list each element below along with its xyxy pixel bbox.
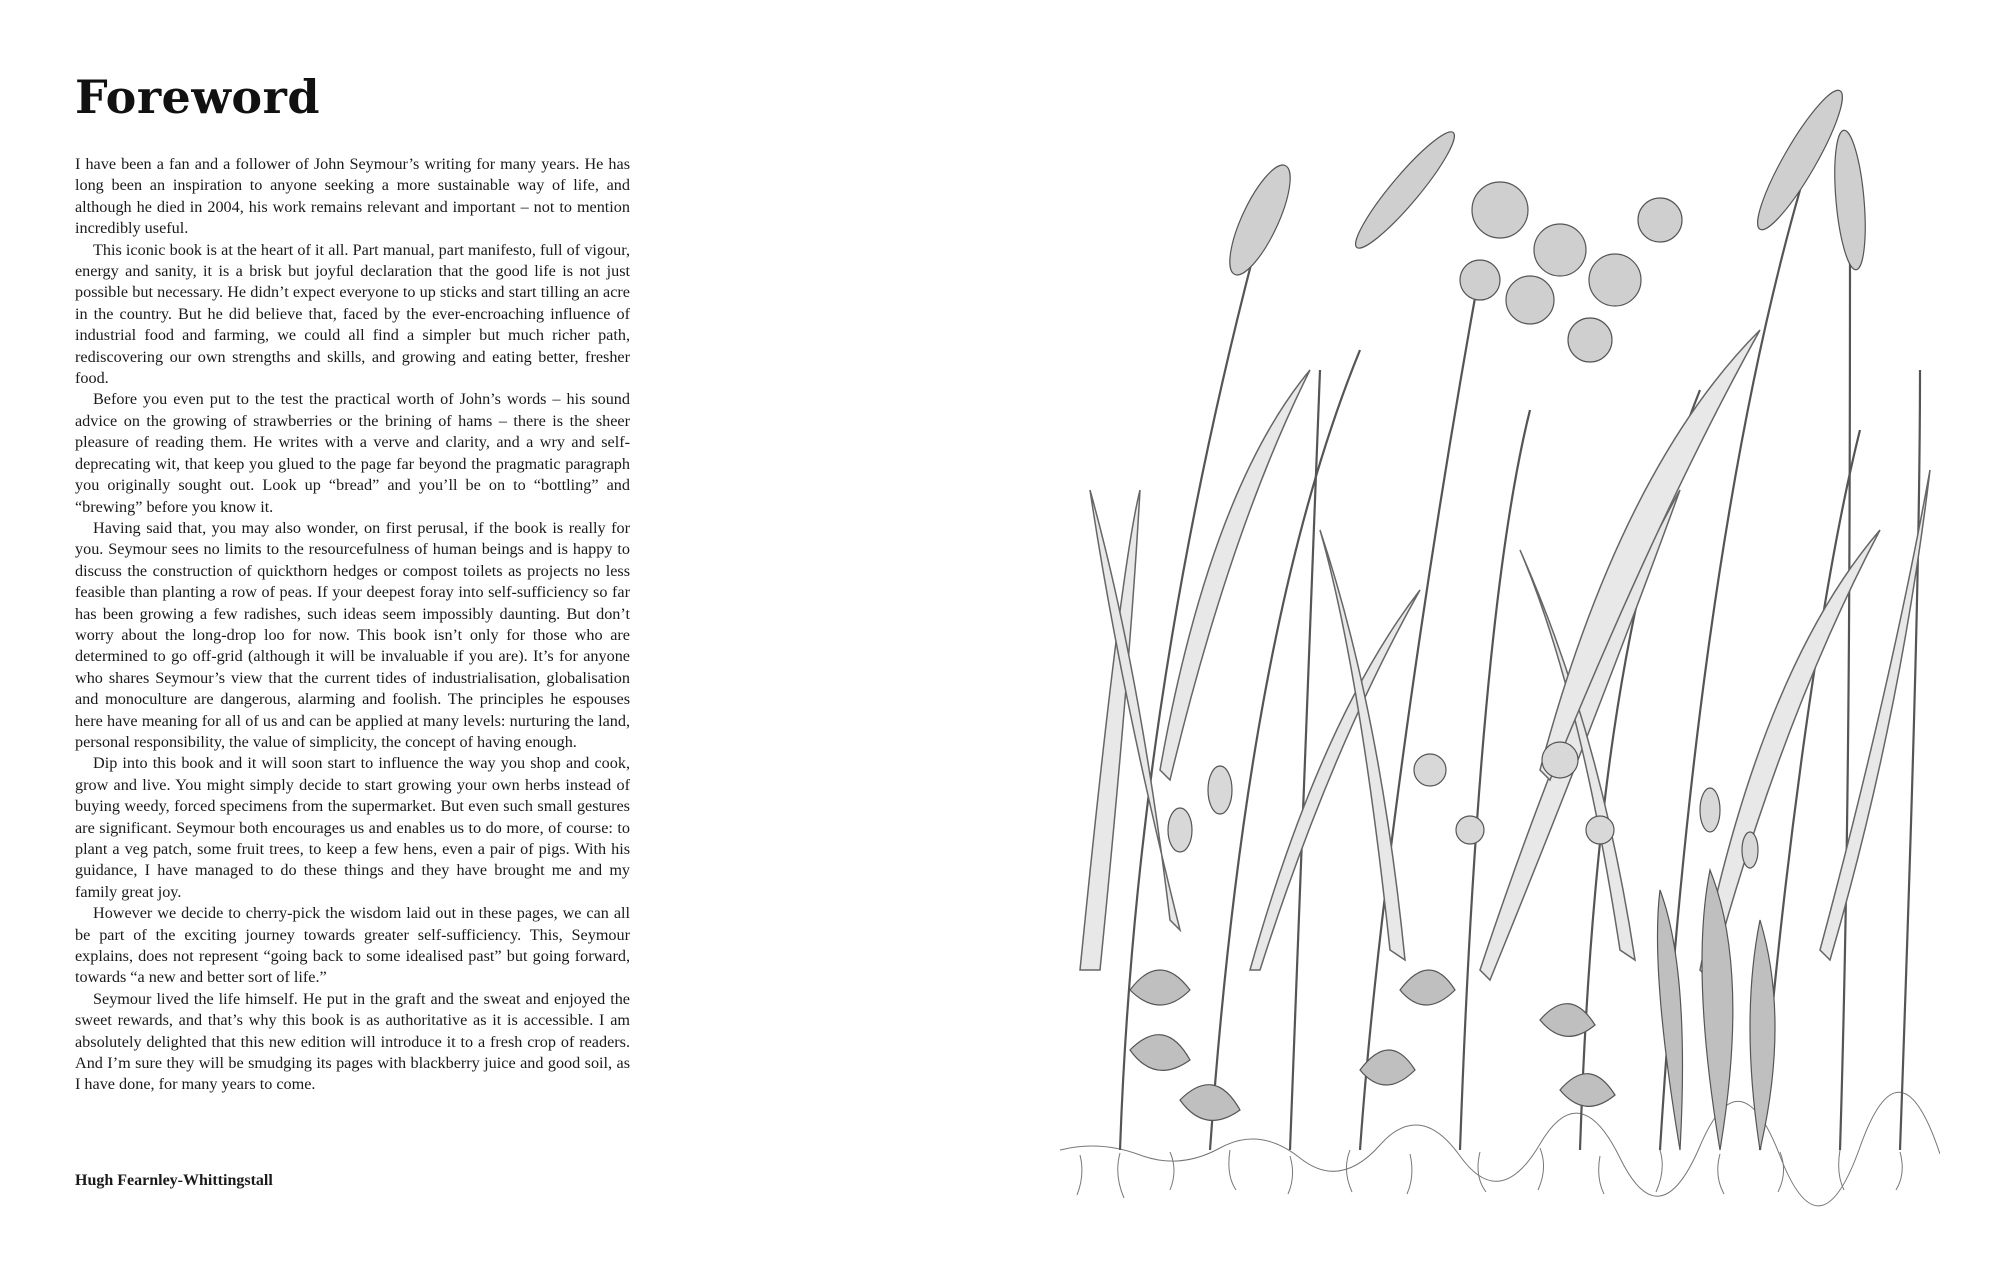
paragraph: Dip into this book and it will soon start to influence the way you shop and cook, grow and live. You might simply decide to start growing your own herbs instead of buying weedy, forced specimens from the supermarket. But even such small gestures are significant. Seymour both encourages us and enables us to do more, of course: to plant a veg patch, some fruit trees, to keep a few hens, even a pair of pigs. With his guidance, I have managed to do these things and they have brought me and my family great joy.: [75, 754, 630, 901]
page-title: Foreword: [75, 70, 321, 124]
foreword-body: [75, 154, 630, 1096]
grass-blades: [1080, 330, 1930, 980]
paragraph: However we decide to cherry-pick the wisdom laid out in these pages, we can all be part of the exciting journey towards greater self-sufficiency. This, Seymour explains, does not represent “going back to some idealised past” but going forward, towards “a new and better sort of life.”: [75, 904, 630, 987]
grasses-illustration: [1060, 70, 1940, 1210]
paragraph: Before you even put to the test the practical worth of John’s words – his sound advice on the growing of strawberries or the brining of hams – there is the sheer pleasure of reading them. He writes with a verve and clarity, and a wry and self-deprecating wit, that keep you glued to the page far beyond the pragmatic paragraph you originally sought out. Look up “bread” and you’ll be on to “bottling” and “brewing” before you know it.: [75, 390, 630, 516]
paragraph: This iconic book is at the heart of it all. Part manual, part manifesto, full of vigour, energy and sanity, it is a brisk but joyful declaration that the good life is not just possible but necessary. He didn’t expect everyone to up sticks and start tilling an acre in the country. But he did believe that, faced by the ever-encroaching influence of industrial food and farming, we could all find a simpler but much richer path, rediscovering our own strengths and skills, and growing and eating better, fresher food.: [75, 240, 630, 388]
seed-heads: [1218, 83, 1870, 362]
left-page: [75, 70, 630, 1096]
paragraph: Having said that, you may also wonder, on first perusal, if the book is really for you. Seymour sees no limits to the resourcefulness of human beings and is happy to discuss the construction of quickthorn hedges or compost toilets as projects no less feasible than planting a row of peas. If your deepest foray into self-sufficiency so far has been growing a few radishes, such ideas seem impossibly daunting. But don’t worry about the long-drop loo for now. This book isn’t only for those who are determined to go off-grid (although it will be invaluable if you are). It’s for anyone who shares Seymour’s view that the current tides of industrialisation, globalisation and monoculture are dangerous, alarming and foolish. The principles he espouses here have meaning for all of us and can be applied at many levels: nurturing the land, personal responsibility, the value of simplicity, the concept of having enough.: [75, 518, 630, 751]
paragraph: Seymour lived the life himself. He put in the graft and the sweat and enjoyed the sweet rewards, and that’s why this book is as authoritative as it is accessible. I am absolutely delighted that this new edition will introduce it to a fresh crop of readers. And I’m sure they will be smudging its pages with blackberry juice and good soil, as I have done, for many years to come.: [75, 989, 630, 1094]
flower-heads: [1168, 742, 1758, 868]
paragraph: I have been a fan and a follower of John Seymour’s writing for many years. He has long been an inspiration to anyone seeking a more sustainable way of life, and although he died in 2004, his work remains relevant and important – not to mention incredibly useful.: [75, 155, 630, 238]
author-signature: Hugh Fearnley-Whittingstall: [75, 1172, 273, 1189]
